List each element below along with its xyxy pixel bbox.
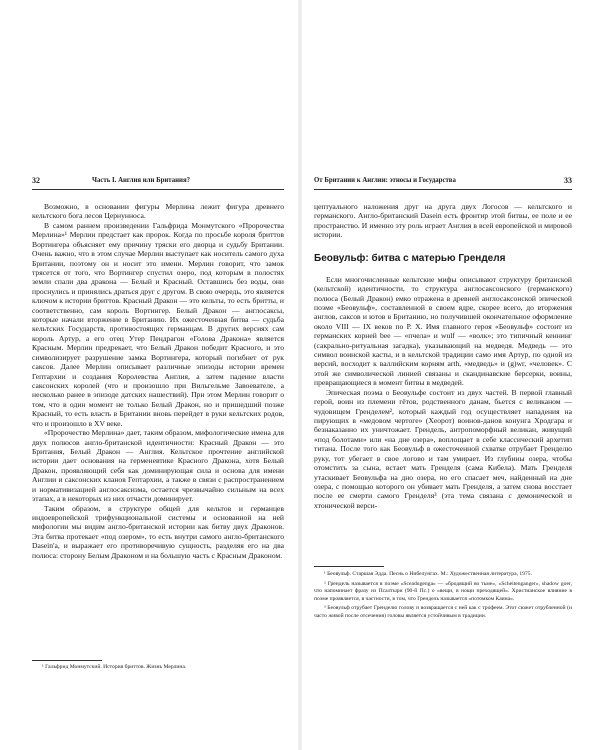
right-body-text bbox=[314, 190, 572, 510]
right-page-number: 33 bbox=[564, 176, 572, 185]
right-footnotes bbox=[314, 571, 572, 623]
paragraph: Таким образом, в структуре общей для кельтов и германцев индоевропейской трифункциональной системы и основанной на ней мифологии мы видим англо-британской истории как битву двух Драконов. Эта битва протекает «под озером», то есть внутри самого англо-британского Dasein'а, и выражает его противоречивую сущность, разделяя его на два полюса: сторону Белым Драконом и на большую часть с Красным Драконом. bbox=[32, 503, 284, 560]
paragraph: Эпическая поэма о Беовульфе состоит из двух частей. В первой главный герой, воин из племени гётов, родственного данам, бьется с великаном — чудовищем Гренделем², который каждый год осуществляет нападения на пирующих в «медовом чертоге» (Хеорот) воинов-данов конунга Хродгара и безнаказанно их уничтожает. Грендель, антропоморфный великан, живущий «под болотами» или «на дне озера», воплощает в себе классический архетип титана. После того как Беовульф в ожесточенной схватке отрубает Гренделю руку, тот убегает в свое логово и там умирает. Из глубины озера, чтобы отомстить за сына, встает мать Гренделя (сама Кибела). Мать Гренделя утаскивает Беовульфа на дно озера, но его спасает меч, найденный на дне озера, с помощью которого он убивает мать Гренделя, а затем снова восстает после ее смерти самого Гренделя³ (эта тема связана с демонической и хтонической верси- bbox=[314, 387, 572, 510]
footnote: ¹ Беовульф. Старшая Эдда. Песнь о Нибелунгах. М.: Художественная литература, 1975. bbox=[324, 571, 532, 577]
paragraph: Возможно, в основании фигуры Мерлина лежит фигура древнего кельтского бога лесов Цернунноса. bbox=[32, 202, 284, 221]
footnote: ² Грендель называется в поэме «Sceadugenga» — «бродящий во тьме», «Scheitenganger», shadow goer, что напоминает фразу из Псалтыри (90-й Пс.) о «вещи, в нощи преходящей». Христианское влияние в поэме проявляется, в частности, в том, что Грендель называется «потомком Каина». bbox=[314, 580, 572, 602]
section-title: Беовульф: битва с матерью Гренделя bbox=[314, 252, 506, 264]
left-header-rule bbox=[32, 189, 284, 190]
left-page-header bbox=[32, 176, 284, 188]
footnote: ³ Беовульф отрубает Гренделю голову и возвращается с ней как с трофеем. Этот сюжет отрубленной (и часто живой после отсечения) головы является устойчивым в традиции. bbox=[314, 605, 572, 619]
right-page-header bbox=[314, 176, 572, 188]
left-footnotes bbox=[32, 664, 284, 674]
left-page-number: 32 bbox=[32, 176, 40, 185]
right-running-head: От Британии к Англии: этносы и Государства bbox=[314, 177, 456, 184]
right-page bbox=[300, 0, 600, 750]
right-footnote-rule bbox=[314, 566, 384, 567]
lead-paragraph: цептуального наложения друг на друга двух Логосов — кельтского и германского. Англо-британский Dasein есть фронтир этой битвы, ее поле и ее пространство. И именно эту роль играет Англия в всей европейской и мировой истории. bbox=[314, 202, 572, 240]
left-footnote-rule bbox=[32, 660, 102, 661]
paragraph: «Пророчество Мерлина» дает, таким образом, мифологические имена для двух полюсов англо-британской идентичности: Красный Дракон — это Британия, Белый Дракон — Англия. Кельтское прочтение английской истории дает основания на герменевтике Красного Дракона, хотя Белый Дракон, проявляющий себя как доминирующая сила и основа для имени Англии и саксонских кланов Гептархии, а также в связи с распространением и нормативизацией англосаксизма, остается чрезвычайно сильным на всех этапах, а в некоторых из них отчасти доминирует. bbox=[32, 428, 284, 504]
paragraph: Если многочисленные кельтские мифы описывают структуру британской (кельтской) идентичности, то структура англосаксонского (германского) полюса (Белый Дракон) емко отражена в древней англосаксонской эпической поэме «Беовульф», составленной в своем ядре, скорее всего, до вторжения англов, саксов и ютов в Британию, но получившей окончательное оформление около VIII — IX веков по Р. Х. Имя главного героя «Беовульф» состоит из германских корней bee — «пчела» и wulf — «волк»; это типичный кеннинг (сакрально-ритуальная загадка), указывающий на медведя. Медведь — это символ воинской касты, и в кельтской традиции само имя Артур, по одной из версий, восходит к валлийским корням arth, «медведь» и (g)wr, «человек». С этой же символической линией связаны и скандинавские берсерки, воины, превращающиеся в момент битвы в медведей. bbox=[314, 274, 572, 388]
left-body-text bbox=[32, 202, 284, 560]
footnote: ¹ Гальфрид Монмутский. История бриттов. Жизнь Мерлина. bbox=[42, 664, 187, 670]
paragraph: В самом раннем произведении Гальфрида Монмутского «Пророчества Мерлина»¹ Мерлин предстает как пророк. Когда по просьбе короля бриттов Вортингера объясняет ему причину тряски его дворца и судьбу Британии. Очень важно, что в этом случае Мерлин выступает как носитель самого духа Британии, поэтому он и носит это имени. Мерлин говорит, что замок трясется от того, что Вортингер спустил озеро, под которым в полостях земли спали два дракона — Белый и Красный. Оставшись без воды, они проснулись и принялись драться друг с другом. В свою очередь, это является ключом к истории бриттов. Красный Дракон — это кельты, то есть бритты, и соответственно, сам король Вортингер. Белый Дракон — англосаксы, которые начали вторжение в Британию. Их ожесточенная битва — судьба кельтских Государств, противостоящих германцам. В других версиях сам король Артур, а его отец Утер Пендрагон «Голова Дракона» является Красным. Мерлин предрекает, что Белый Дракон победит Красного, и это символизирует разрушение замка Вортингера, который погибнет от рук саксов. Далее Мерлин описывает различные эпизоды истории времен Гептархии и создания Королевства Англия, а затем падение власти саксонских королей (что и произошло при Вильгельме Завоевателе, а несколько ранее в эпизоде датских нашествий). При этом Мерлин говорит о том, что в один момент не только Белый Дракон, но и пришедший позже Красный, то есть власть в Британии вновь перейдет в руки кельтских родов, что и произошло в XV веке. bbox=[32, 220, 284, 428]
left-running-head: Часть I. Англия или Британия? bbox=[92, 177, 191, 184]
